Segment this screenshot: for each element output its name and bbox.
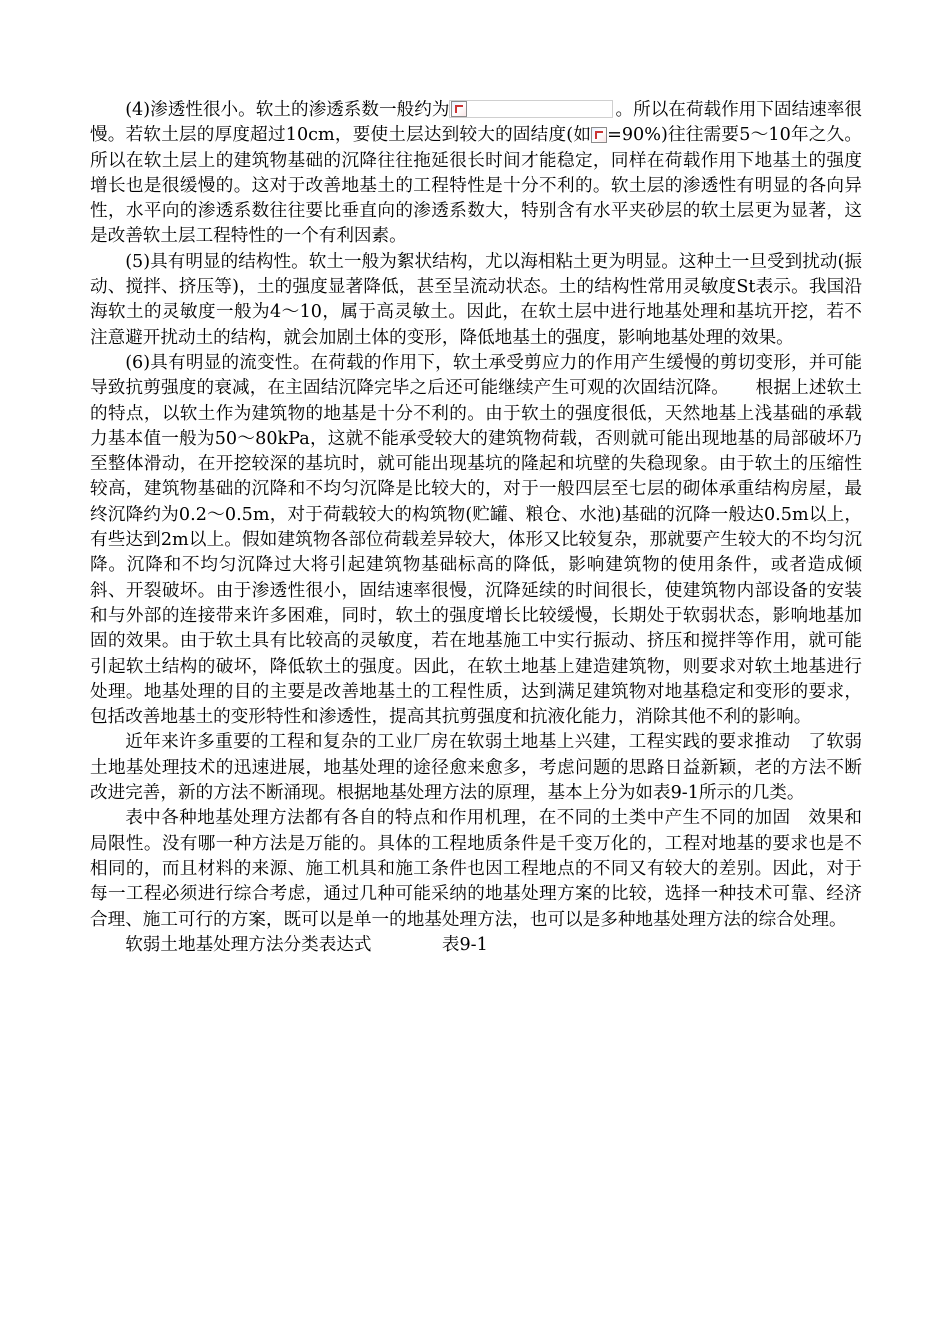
- paragraph-text: =90%)往往需要5～10年之久。所以在软土层上的建筑物基础的沉降往往拖延很长时间才能稳定，同样在荷载作用下地基土的强度增长也是很缓慢的。这对于改善地基土的工程特性是十分不利的。软土层的渗透性有明显的各向异性，水平向的渗透系数往往要比垂直向的渗透系数大，特别含有水平夹砂层的软土层更为显著，这是改善软土层工程特性的一个有利因素。: [90, 125, 862, 247]
- paragraph-permeability: [90, 98, 862, 250]
- paragraph-structure: (5)具有明显的结构性。软土一般为絮状结构，尤以海相粘土更为明显。这种土一旦受到扰动(振动、搅拌、挤压等)，土的强度显著降低，甚至呈流动状态。土的结构性常用灵敏度St表示。我国沿海软土的灵敏度一般为4～10，属于高灵敏土。因此，在软土层中进行地基处理和基坑开挖，若不注意避开扰动土的结构，就会加剧土体的变形，降低地基土的强度，影响地基处理的效果。: [90, 251, 862, 348]
- broken-image-icon: [451, 101, 467, 117]
- paragraph-text: 。所以在荷载作用下固结速率很慢。若软土层的厚度超过10cm，要使土层达到较大的固结度(如: [90, 100, 862, 146]
- formula-image-placeholder: [449, 100, 613, 118]
- table-caption: 软弱土地基处理方法分类表达式 表9-1: [125, 934, 488, 955]
- paragraph-methods: 表中各种地基处理方法都有各自的特点和作用机理，在不同的土类中产生不同的加固 效果和局限性。没有哪一种方法是万能的。具体的工程地质条件是千变万化的，工程对地基的要求也是不相同的，而且材料的来源、施工机具和施工条件也因工程地点的不同又有较大的差别。因此，对于每一工程必须进行综合考虑，通过几种可能采纳的地基处理方案的比较，选择一种技术可靠、经济合理、施工可行的方案，既可以是单一的地基处理方法，也可以是多种地基处理方法的综合处理。: [90, 808, 862, 930]
- document-page: [90, 98, 862, 958]
- paragraph-rheology: (6)具有明显的流变性。在荷载的作用下，软土承受剪应力的作用产生缓慢的剪切变形，并可能导致抗剪强度的衰减，在主固结沉降完毕之后还可能继续产生可观的次固结沉降。 根据上述软土的特点，以软土作为建筑物的地基是十分不利的。由于软土的强度很低，天然地基上浅基础的承载力基本值一般为50～80kPa，这就不能承受较大的建筑物荷载，否则就可能出现地基的局部破坏乃至整体滑动，在开挖较深的基坑时，就可能出现基坑的隆起和坑壁的失稳现象。由于软土的压缩性较高，建筑物基础的沉降和不均匀沉降是比较大的，对于一般四层至七层的砌体承重结构房屋，最终沉降约为0.2～0.5m，对于荷载较大的构筑物(贮罐、粮仓、水池)基础的沉降一般达0.5m以上，有些达到2m以上。假如建筑物各部位荷载差异较大，体形又比较复杂，那就要产生较大的不均匀沉降。沉降和不均匀沉降过大将引起建筑物基础标高的降低，影响建筑物的使用条件，或者造成倾斜、开裂破坏。由于渗透性很小，固结速率很慢，沉降延续的时间很长，使建筑物内部设备的安装和与外部的连接带来许多困难，同时，软土的强度增长比较缓慢，长期处于软弱状态，影响地基加固的效果。由于软土具有比较高的灵敏度，若在地基施工中实行振动、挤压和搅拌等作用，就可能引起软土结构的破坏，降低软土的强度。因此，在软土地基上建造建筑物，则要求对软土地基进行处理。地基处理的目的主要是改善地基土的工程性质，达到满足建筑物对地基稳定和变形的要求，包括改善地基土的变形特性和渗透性，提高其抗剪强度和抗液化能力，消除其他不利的影响。: [90, 352, 862, 728]
- paragraph-recent-years: 近年来许多重要的工程和复杂的工业厂房在软弱土地基上兴建，工程实践的要求推动 了软弱土地基处理技术的迅速进展，地基处理的途径愈来愈多，考虑问题的思路日益新颖，老的方法不断改进完善，新的方法不断涌现。根据地基处理方法的原理，基本上分为如表9-1所示的几类。: [90, 732, 862, 804]
- paragraph-text: (4)渗透性很小。软土的渗透系数一般约为: [125, 100, 450, 120]
- broken-image-icon: [591, 127, 607, 143]
